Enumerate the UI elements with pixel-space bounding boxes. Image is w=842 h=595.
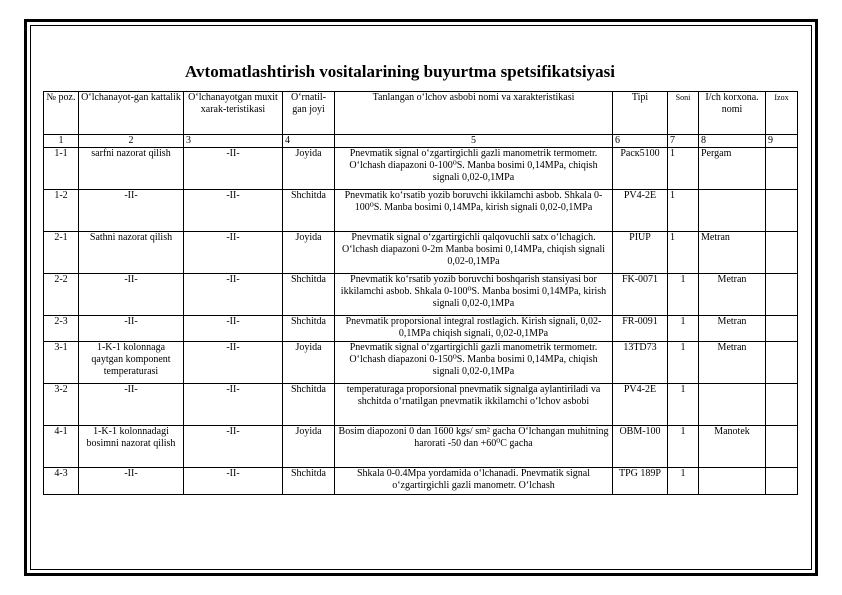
cell-joyi: Shchitda	[283, 190, 335, 232]
table-row	[44, 468, 798, 495]
header-poz: № poz.	[44, 92, 79, 135]
cell-muxit: -II-	[184, 274, 283, 316]
cell-kattalik: 1-K-1 kolonnaga qaytgan komponent temperaturasi	[79, 342, 184, 384]
col-num: 8	[699, 135, 766, 148]
cell-asbob: Pnevmatik proporsional integral rostlagich. Kirish signali, 0,02-0,1MPa chiqish signali, 0,02-0,1MPa	[335, 316, 613, 342]
cell-korxona	[699, 190, 766, 232]
cell-poz: 2-2	[44, 274, 79, 316]
specification-table	[43, 91, 798, 495]
cell-poz: 4-1	[44, 426, 79, 468]
table-row	[44, 232, 798, 274]
table-row	[44, 274, 798, 316]
cell-tipi: PIUP	[613, 232, 668, 274]
col-num: 6	[613, 135, 668, 148]
header-row	[44, 92, 798, 135]
table-row	[44, 342, 798, 384]
cell-muxit: -II-	[184, 426, 283, 468]
cell-izox	[766, 468, 798, 495]
cell-soni: 1	[668, 148, 699, 190]
cell-poz: 2-1	[44, 232, 79, 274]
cell-tipi: FK-0071	[613, 274, 668, 316]
col-num: 7	[668, 135, 699, 148]
cell-tipi: PV4-2E	[613, 190, 668, 232]
header-kattalik: O‘lchanayot-gan kattalik	[79, 92, 184, 135]
cell-muxit: -II-	[184, 148, 283, 190]
cell-muxit: -II-	[184, 468, 283, 495]
cell-kattalik: Sathni nazorat qilish	[79, 232, 184, 274]
cell-asbob: Pnevmatik ko‘rsatib yozib boruvchi ikkilamchi asbob. Shkala 0-100⁰S. Manba bosimi 0,14MPa, kirish signali 0,02-0,1MPa	[335, 190, 613, 232]
table-row	[44, 190, 798, 232]
cell-kattalik: -II-	[79, 316, 184, 342]
cell-kattalik: sarfni nazorat qilish	[79, 148, 184, 190]
cell-korxona: Metran	[699, 316, 766, 342]
cell-joyi: Joyida	[283, 148, 335, 190]
cell-muxit: -II-	[184, 190, 283, 232]
cell-poz: 3-1	[44, 342, 79, 384]
cell-izox	[766, 384, 798, 426]
cell-asbob: temperaturaga proporsional pnevmatik signalga aylantiriladi va shchitda o‘rnatilgan pnevmatik ikkilamchi o‘lchov asbobi	[335, 384, 613, 426]
cell-izox	[766, 190, 798, 232]
header-tipi: Tipi	[613, 92, 668, 135]
col-num: 5	[335, 135, 613, 148]
cell-asbob: Pnevmatik signal o‘zgartirgichli qalqovuchli satx o‘lchagich. O‘lchash diapazoni 0-2m Manba bosimi 0,14MPa, chiqish signali 0,02-0,1MPa	[335, 232, 613, 274]
cell-muxit: -II-	[184, 316, 283, 342]
cell-soni: 1	[668, 426, 699, 468]
table-row	[44, 148, 798, 190]
cell-muxit: -II-	[184, 232, 283, 274]
cell-asbob: Pnevmatik signal o‘zgartirgichli gazli manometrik termometr. O‘lchash diapazoni 0-150⁰S. Manba bosimi 0,14MPa, chiqish signali 0,02-0,1MPa	[335, 342, 613, 384]
cell-izox	[766, 148, 798, 190]
cell-kattalik: -II-	[79, 274, 184, 316]
cell-poz: 1-2	[44, 190, 79, 232]
cell-poz: 1-1	[44, 148, 79, 190]
table-row	[44, 426, 798, 468]
cell-izox	[766, 426, 798, 468]
cell-korxona: Metran	[699, 274, 766, 316]
cell-joyi: Shchitda	[283, 316, 335, 342]
cell-korxona	[699, 384, 766, 426]
cell-soni: 1	[668, 232, 699, 274]
cell-soni: 1	[668, 468, 699, 495]
table-row	[44, 316, 798, 342]
cell-joyi: Joyida	[283, 426, 335, 468]
cell-joyi: Joyida	[283, 232, 335, 274]
cell-kattalik: -II-	[79, 468, 184, 495]
col-num: 2	[79, 135, 184, 148]
cell-poz: 3-2	[44, 384, 79, 426]
cell-muxit: -II-	[184, 384, 283, 426]
col-num: 4	[283, 135, 335, 148]
cell-tipi: 13TD73	[613, 342, 668, 384]
header-asbob: Tanlangan o‘lchov asbobi nomi va xarakteristikasi	[335, 92, 613, 135]
cell-joyi: Shchitda	[283, 274, 335, 316]
cell-asbob: Bosim diapozoni 0 dan 1600 kgs/ sm² gacha O‘lchangan muhitning harorati -50 dan +60⁰C gacha	[335, 426, 613, 468]
cell-asbob: Pnevmatik ko‘rsatib yozib boruvchi boshqarish stansiyasi bor ikkilamchi asbob. Shkala 0-100⁰S. Manba bosimi 0,14MPa, kirish signali 0,02-0,1MPa	[335, 274, 613, 316]
cell-kattalik: -II-	[79, 190, 184, 232]
cell-poz: 2-3	[44, 316, 79, 342]
cell-soni: 1	[668, 274, 699, 316]
cell-asbob: Shkala 0-0.4Mpa yordamida o‘lchanadi. Pnevmatik signal o‘zgartirgichli gazli manometr. O‘lchash	[335, 468, 613, 495]
cell-tipi: TPG 189P	[613, 468, 668, 495]
cell-tipi: OBM-100	[613, 426, 668, 468]
cell-izox	[766, 342, 798, 384]
col-num: 9	[766, 135, 798, 148]
cell-soni: 1	[668, 316, 699, 342]
column-number-row	[44, 135, 798, 148]
col-num: 1	[44, 135, 79, 148]
cell-tipi: Pacк5100	[613, 148, 668, 190]
cell-joyi: Joyida	[283, 342, 335, 384]
cell-soni: 1	[668, 342, 699, 384]
cell-korxona: Metran	[699, 232, 766, 274]
page-title: Avtomatlashtirish vositalarining buyurtma spetsifikatsiyasi	[185, 62, 615, 81]
cell-tipi: PV4-2E	[613, 384, 668, 426]
cell-korxona: Pergam	[699, 148, 766, 190]
cell-korxona: Metran	[699, 342, 766, 384]
cell-korxona	[699, 468, 766, 495]
cell-tipi: FR-0091	[613, 316, 668, 342]
header-izox: Izox	[766, 92, 798, 135]
cell-izox	[766, 316, 798, 342]
cell-kattalik: 1-K-1 kolonnadagi bosimni nazorat qilish	[79, 426, 184, 468]
header-korxona: I/ch korxona. nomi	[699, 92, 766, 135]
cell-korxona: Manotek	[699, 426, 766, 468]
cell-muxit: -II-	[184, 342, 283, 384]
header-joyi: O‘rnatil-gan joyi	[283, 92, 335, 135]
cell-kattalik: -II-	[79, 384, 184, 426]
cell-asbob: Pnevmatik signal o‘zgartirgichli gazli manometrik termometr. O‘lchash diapazoni 0-100⁰S. Manba bosimi 0,14MPa, chiqish signali 0,02-0,1MPa	[335, 148, 613, 190]
cell-izox	[766, 232, 798, 274]
cell-joyi: Shchitda	[283, 384, 335, 426]
header-soni: Soni	[668, 92, 699, 135]
col-num: 3	[184, 135, 283, 148]
cell-soni: 1	[668, 190, 699, 232]
cell-joyi: Shchitda	[283, 468, 335, 495]
table-row	[44, 384, 798, 426]
cell-soni: 1	[668, 384, 699, 426]
cell-izox	[766, 274, 798, 316]
header-muxit: O‘lchanayotgan muxit xarak-teristikasi	[184, 92, 283, 135]
cell-poz: 4-3	[44, 468, 79, 495]
